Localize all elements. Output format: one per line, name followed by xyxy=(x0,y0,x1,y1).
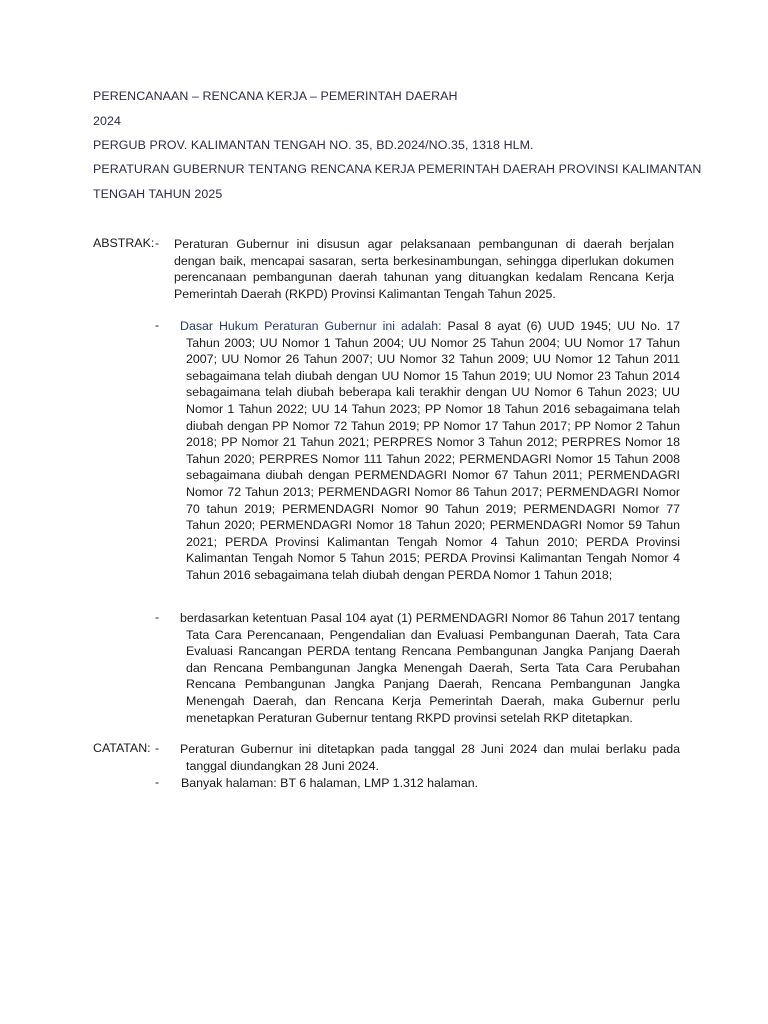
year: 2024 xyxy=(93,114,121,128)
abstrak-paragraph-3: berdasarkan ketentuan Pasal 104 ayat (1) PERMENDAGRI Nomor 86 Tahun 2017 tentang Tata Cara Perencanaan, Pengendalian dan Evaluasi Pembangunan Daerah, Tata Cara Evaluasi Rancangan PERDA tentang Rencana Pembangunan Jangka Panjang Daerah dan Rencana Pembangunan Jangka Menengah Daerah, Serta Tata Cara Perubahan Rencana Pembangunan Jangka Panjang Daerah, Rencana Pembangunan Jangka Menengah Daerah, dan Rencana Kerja Pemerintah Daerah, maka Gubernur perlu menetapkan Peraturan Gubernur tentang RKPD provinsi setelah RKP ditetapkan. xyxy=(180,611,680,725)
catatan-label: CATATAN: xyxy=(93,741,151,755)
catatan-paragraph-1: Peraturan Gubernur ini ditetapkan pada tanggal 28 Juni 2024 dan mulai berlaku pada tanggal diundangkan 28 Juni 2024. xyxy=(180,742,680,773)
catatan-paragraph-2: Banyak halaman: BT 6 halaman, LMP 1.312 halaman. xyxy=(181,776,479,790)
abstrak-dash-2: - xyxy=(155,318,160,332)
regulation-title-line2: TENGAH TAHUN 2025 xyxy=(93,187,223,201)
catatan-dash-1: - xyxy=(155,741,160,755)
regulation-title-line1: PERATURAN GUBERNUR TENTANG RENCANA KERJA PEMERINTAH DAERAH PROVINSI KALIMANTAN xyxy=(93,162,702,176)
abstrak-dash-1: - xyxy=(155,236,160,250)
catatan-dash-2: - xyxy=(155,775,160,789)
subject-heading: PERENCANAAN – RENCANA KERJA – PEMERINTAH DAERAH xyxy=(93,89,458,103)
regulation-reference: PERGUB PROV. KALIMANTAN TENGAH NO. 35, BD.2024/NO.35, 1318 HLM. xyxy=(93,138,534,152)
abstrak-paragraph-2 xyxy=(180,318,680,584)
abstrak-label: ABSTRAK: xyxy=(93,236,155,250)
abstrak-paragraph-1: Peraturan Gubernur ini disusun agar pelaksanaan pembangunan di daerah berjalan dengan baik, mencapai sasaran, serta berkesinambungan, sehingga diperlukan dokumen perencanaan pembangunan daerah tahunan yang dituangkan kedalam Rencana Kerja Pemerintah Daerah (RKPD) Provinsi Kalimantan Tengah Tahun 2025. xyxy=(174,237,674,301)
legal-basis-lead: Dasar Hukum Peraturan Gubernur ini adalah: xyxy=(180,319,442,333)
abstrak-dash-3: - xyxy=(155,610,160,624)
legal-basis-list: Pasal 8 ayat (6) UUD 1945; UU No. 17 Tahun 2003; UU Nomor 1 Tahun 2004; UU Nomor 25 Tahun 2004; UU Nomor 17 Tahun 2007; UU Nomor 26 Tahun 2007; UU Nomor 32 Tahun 2009; UU Nomor 12 Tahun 2011 sebagaimana telah diubah dengan UU Nomor 15 Tahun 2019; UU Nomor 23 Tahun 2014 sebagaimana telah diubah beberapa kali terakhir dengan UU Nomor 6 Tahun 2023; UU Nomor 1 Tahun 2022; UU 14 Tahun 2023; PP Nomor 18 Tahun 2016 sebagaimana telah diubah dengan PP Nomor 72 Tahun 2019; PP Nomor 17 Tahun 2017; PP Nomor 2 Tahun 2018; PP Nomor 21 Tahun 2021; PERPRES Nomor 3 Tahun 2012; PERPRES Nomor 18 Tahun 2020; PERPRES Nomor 111 Tahun 2022; PERMENDAGRI Nomor 15 Tahun 2008 sebagaimana diubah dengan PERMENDAGRI Nomor 67 Tahun 2011; PERMENDAGRI Nomor 72 Tahun 2013; PERMENDAGRI Nomor 86 Tahun 2017; PERMENDAGRI Nomor 70 tahun 2019; PERMENDAGRI Nomor 90 Tahun 2019; PERMENDAGRI Nomor 77 Tahun 2020; PERMENDAGRI Nomor 18 Tahun 2020; PERMENDAGRI Nomor 59 Tahun 2021; PERDA Provinsi Kalimantan Tengah Nomor 4 Tahun 2010; PERDA Provinsi Kalimantan Tengah Nomor 5 Tahun 2015; PERDA Provinsi Kalimantan Tengah Nomor 4 Tahun 2016 sebagaimana telah diubah dengan PERDA Nomor 1 Tahun 2018; xyxy=(186,319,680,582)
